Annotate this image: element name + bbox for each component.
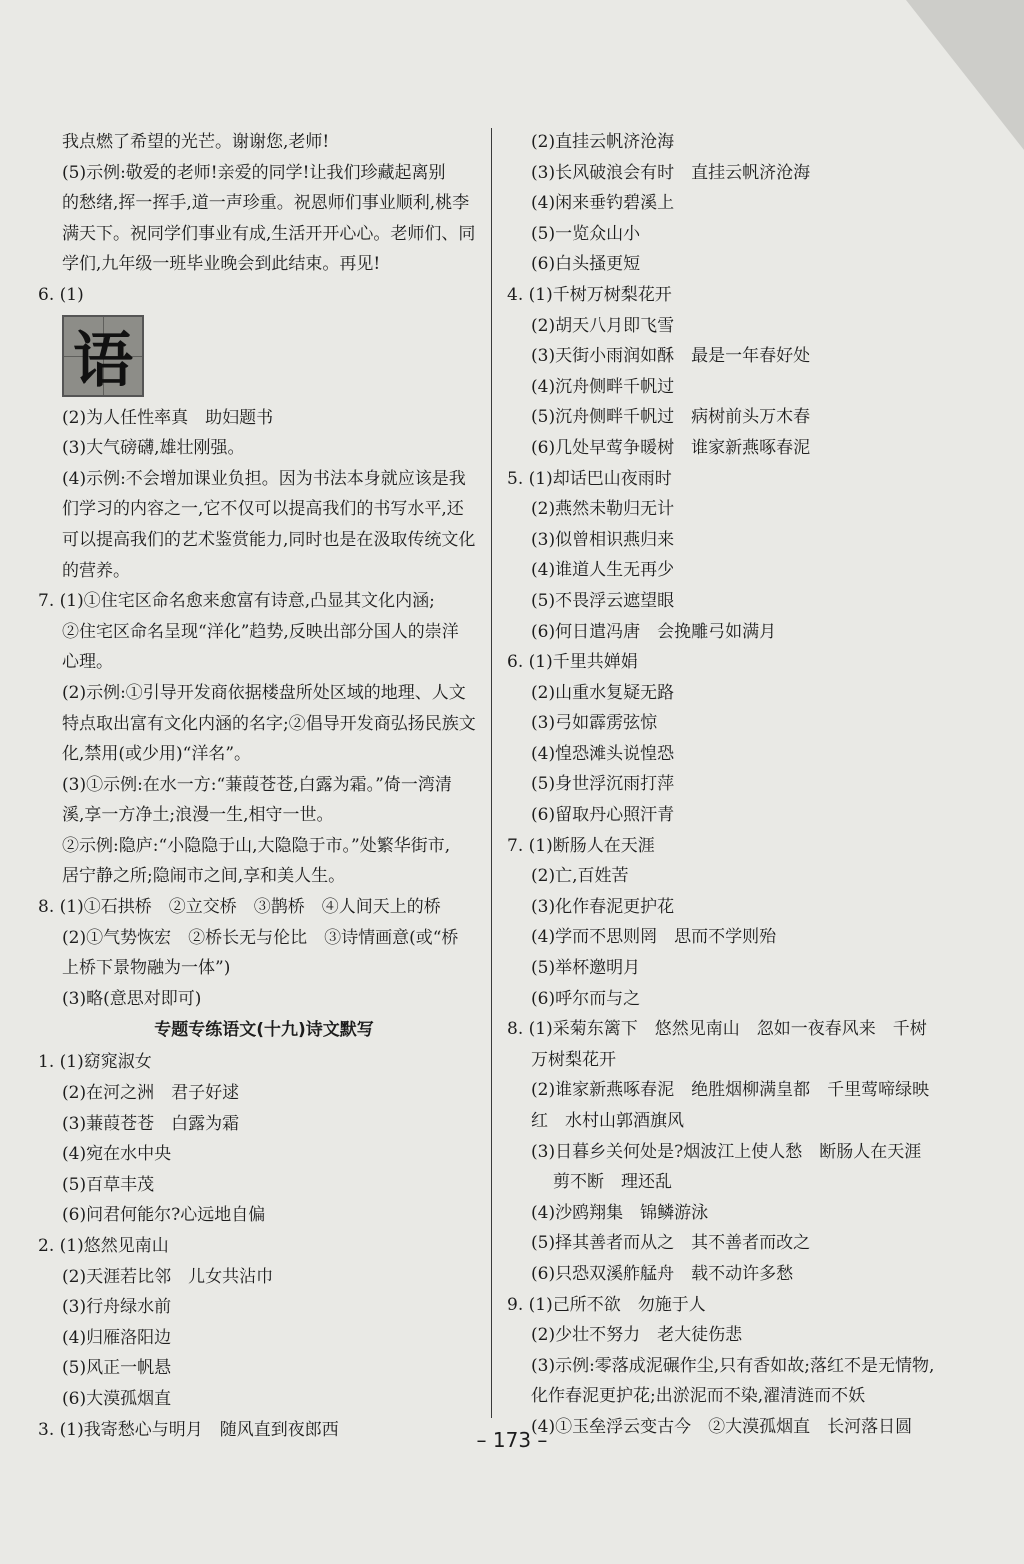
text-line: (3)略(意思对即可) [62,988,202,1009]
text-line: (3)似曾相识燕归来 [531,529,675,550]
text-line: (4)①玉垒浮云变古今 ②大漠孤烟直 长河落日圆 [531,1416,913,1437]
question-9-line: 9. (1)己所不欲 勿施于人 [507,1294,706,1315]
text-line: (3)长风破浪会有时 直挂云帆济沧海 [531,162,811,183]
question-6-line: 6. (1)千里共婵娟 [507,652,638,673]
text-line: (4)宛在水中央 [62,1144,172,1165]
text-line: (2)山重水复疑无路 [531,682,675,703]
text-line: (3)弓如霹雳弦惊 [531,713,658,734]
text-line: (2)在河之洲 君子好逑 [62,1083,240,1104]
text-line: (5)举杯邀明月 [531,958,641,979]
question-7-line: 7. (1)①住宅区命名愈来愈富有诗意,凸显其文化内涵; [38,591,435,612]
text-line: (5)示例:敬爱的老师!亲爱的同学!让我们珍藏起离别 [62,162,446,183]
text-line: (4)谁道人生无再少 [531,560,675,581]
text-line: (2)燕然未勒归无计 [531,499,675,520]
text-line: (5)沉舟侧畔千帆过 病树前头万木春 [531,407,811,428]
text-line: (4)示例:不会增加课业负担。因为书法本身就应该是我 [62,468,466,489]
calligraphy-character-image [62,315,144,397]
text-line: (2)谁家新燕啄春泥 绝胜烟柳满皇都 千里莺啼绿映 [531,1080,930,1101]
text-line: (3)蒹葭苍苍 白露为霜 [62,1113,240,1134]
question-6-heading: 6. (1) [38,284,84,305]
text-line: (3)行舟绿水前 [62,1297,172,1318]
left-column [38,127,490,1445]
text-line: (2)胡天八月即飞雪 [531,315,675,336]
text-line: (4)学而不思则罔 思而不学则殆 [531,927,777,948]
text-line: ②住宅区命名呈现“洋化”趋势,反映出部分国人的崇洋 [62,621,459,642]
text-line: 红 水村山郭酒旗风 [531,1111,684,1131]
text-line: (6)呼尔而与之 [531,988,641,1009]
text-line: (3)天街小雨润如酥 最是一年春好处 [531,346,811,367]
text-line: (3)日暮乡关何处是?烟波江上使人愁 断肠人在天涯 [531,1141,922,1162]
text-line: (4)沙鸥翔集 锦鳞游泳 [531,1202,709,1223]
text-line: 万树梨花开 [531,1049,616,1070]
text-line: (2)亡,百姓苦 [531,866,629,887]
text-line: (2)①气势恢宏 ②桥长无与伦比 ③诗情画意(或“桥 [62,927,459,948]
text-line: 可以提高我们的艺术鉴赏能力,同时也是在汲取传统文化 [62,529,476,550]
section-title: 专题专练语文(十九)诗文默写 [154,1020,374,1041]
text-line: (6)几处早莺争暖树 谁家新燕啄春泥 [531,437,811,458]
text-line: (6)白头搔更短 [531,254,641,275]
text-line: 居宁静之所;隐闹市之间,享和美人生。 [62,866,346,887]
text-line: (5)身世浮沉雨打萍 [531,774,675,795]
text-line: 学们,九年级一班毕业晚会到此结束。再见! [62,254,381,275]
text-line: (2)天涯若比邻 儿女共沾巾 [62,1266,274,1287]
text-line: (2)为人任性率真 助妇题书 [62,407,274,428]
text-line: (4)归雁洛阳边 [62,1327,172,1348]
text-line: (6)只恐双溪舴艋舟 载不动许多愁 [531,1263,794,1284]
question-4-line: 4. (1)千树万树梨花开 [507,284,672,305]
text-line: (6)问君何能尔?心远地自偏 [62,1205,266,1226]
text-line: 我点燃了希望的光芒。谢谢您,老师! [62,132,330,152]
right-column [507,127,967,1443]
question-2-line: 2. (1)悠然见南山 [38,1236,169,1256]
text-line: 的营养。 [62,560,130,581]
question-1-line: 1. (1)窈窕淑女 [38,1052,152,1073]
text-line: (3)①示例:在水一方:“蒹葭苍苍,白露为霜。”倚一湾清 [62,774,452,795]
question-8-line: 8. (1)采菊东篱下 悠然见南山 忽如一夜春风来 千树 [507,1019,927,1040]
column-divider [491,128,492,1418]
text-line: 上桥下景物融为一体”) [62,958,231,979]
text-line: ②示例:隐庐:“小隐隐于山,大隐隐于市。”处繁华街市, [62,835,451,856]
text-line: (4)沉舟侧畔千帆过 [531,376,675,397]
question-8-line: 8. (1)①石拱桥 ②立交桥 ③鹊桥 ④人间天上的桥 [38,897,441,918]
text-line: (3)大气磅礴,雄壮刚强。 [62,438,245,459]
text-line: (5)一览众山小 [531,223,641,244]
text-line: (5)风正一帆悬 [62,1358,172,1379]
text-line: (5)百草丰茂 [62,1174,155,1195]
text-line: (2)直挂云帆济沧海 [531,132,675,152]
text-line: 的愁绪,挥一挥手,道一声珍重。祝恩师们事业顺利,桃李 [62,193,470,214]
text-line: 们学习的内容之一,它不仅可以提高我们的书写水平,还 [62,499,464,520]
text-line: (3)化作春泥更护花 [531,896,675,917]
text-line: 特点取出富有文化内涵的名字;②倡导开发商弘扬民族文 [62,713,476,734]
text-line: 溪,享一方净土;浪漫一生,相守一世。 [62,805,334,826]
text-line: (5)不畏浮云遮望眼 [531,590,675,611]
text-line: (6)大漠孤烟直 [62,1388,172,1409]
text-line: (4)惶恐滩头说惶恐 [531,743,675,764]
question-7-line: 7. (1)断肠人在天涯 [507,835,655,856]
text-line: 满天下。祝同学们事业有成,生活开开心心。老师们、同 [62,223,476,244]
page-number: – 173 – [476,1428,548,1452]
text-line: (6)留取丹心照汗青 [531,805,675,826]
text-line: (2)少壮不努力 老大徒伤悲 [531,1325,743,1346]
text-line: (2)示例:①引导开发商依据楼盘所处区域的地理、人文 [62,682,466,703]
text-line: 化,禁用(或少用)“洋名”。 [62,744,252,765]
question-5-line: 5. (1)却话巴山夜雨时 [507,468,672,489]
question-3-line: 3. (1)我寄愁心与明月 随风直到夜郎西 [38,1419,339,1440]
text-line: (3)示例:零落成泥碾作尘,只有香如故;落红不是无情物, [531,1355,935,1376]
text-line: (6)何日遣冯唐 会挽雕弓如满月 [531,621,777,642]
text-line: 剪不断 理还乱 [553,1172,672,1193]
calligraphy-character: 语 [73,325,133,396]
text-line: 化作春泥更护花;出淤泥而不染,濯清涟而不妖 [531,1386,866,1407]
text-line: (4)闲来垂钓碧溪上 [531,193,675,214]
text-line: (5)择其善者而从之 其不善者而改之 [531,1233,811,1254]
text-line: 心理。 [62,652,113,673]
